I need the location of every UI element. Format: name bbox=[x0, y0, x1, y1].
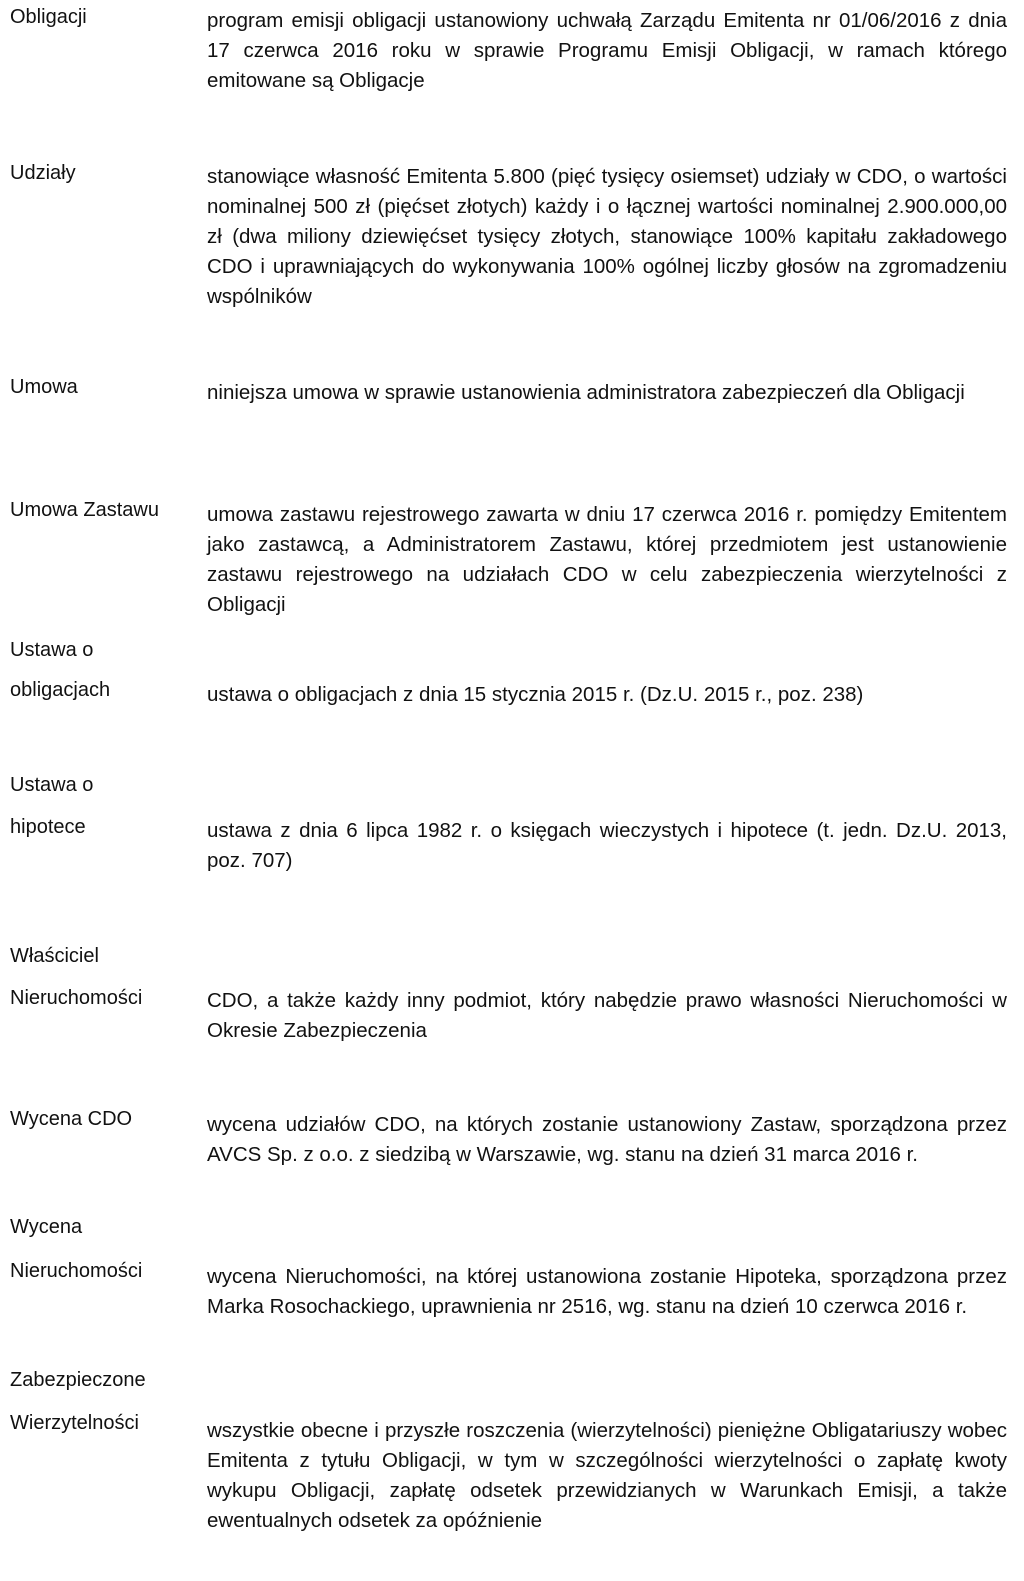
definition-umowa: niniejsza umowa w sprawie ustanowienia administratora zabezpieczeń dla Obligacji bbox=[207, 381, 965, 404]
definition-udzialy: stanowiące własność Emitenta 5.800 (pięć tysięcy osiemset) udziały w CDO, o wartości nominalnej 500 zł (pięćset złotych) każdy i o łącznej wartości nominalnej 2.900.000,00 zł (dwa miliony dziewięćset tysięcy złotych, stanowiące 100% kapitału zakładowego CDO i uprawniających do wykonywania 100% ogólnej liczby głosów na zgromadzeniu wspólników bbox=[207, 165, 1007, 308]
term-zabezpieczone-wierzytelnosci-line2: Wierzytelności bbox=[10, 1412, 139, 1434]
definition-wycena-cdo: wycena udziałów CDO, na których zostanie ustanowiony Zastaw, sporządzona przez AVCS Sp. z o.o. z siedzibą w Warszawie, wg. stanu na dzień 31 marca 2016 r. bbox=[207, 1113, 1007, 1166]
definition-obligacji: program emisji obligacji ustanowiony uchwałą Zarządu Emitenta nr 01/06/2016 z dnia 17 czerwca 2016 roku w sprawie Programu Emisji Obligacji, w ramach którego emitowane są Obligacje bbox=[207, 9, 1007, 92]
term-wycena-nieruchomosci-line1: Wycena bbox=[10, 1216, 83, 1238]
term-wlasciciel-nieruchomosci-line2: Nieruchomości bbox=[10, 987, 143, 1009]
term-obligacji: Obligacji bbox=[10, 6, 87, 28]
definition-wlasciciel-nieruchomosci: CDO, a także każdy inny podmiot, który nabędzie prawo własności Nieruchomości w Okresie Zabezpieczenia bbox=[207, 989, 1007, 1042]
term-ustawa-o-hipotece-line1: Ustawa o bbox=[10, 774, 94, 796]
term-ustawa-o-obligacjach-line2: obligacjach bbox=[10, 679, 111, 701]
term-umowa-zastawu: Umowa Zastawu bbox=[10, 499, 159, 521]
definition-ustawa-o-obligacjach: ustawa o obligacjach z dnia 15 stycznia 2015 r. (Dz.U. 2015 r., poz. 238) bbox=[207, 683, 864, 706]
definition-ustawa-o-hipotece: ustawa z dnia 6 lipca 1982 r. o księgach wieczystych i hipotece (t. jedn. Dz.U. 2013, poz. 707) bbox=[207, 819, 1007, 872]
term-zabezpieczone-wierzytelnosci-line1: Zabezpieczone bbox=[10, 1369, 146, 1391]
definition-umowa-zastawu: umowa zastawu rejestrowego zawarta w dniu 17 czerwca 2016 r. pomiędzy Emitentem jako zastawcą, a Administratorem Zastawu, której przedmiotem jest ustanowienie zastawu rejestrowego na udziałach CDO w celu zabezpieczenia wierzytelności z Obligacji bbox=[207, 503, 1007, 616]
term-wlasciciel-nieruchomosci-line1: Właściciel bbox=[10, 945, 99, 967]
term-wycena-cdo: Wycena CDO bbox=[10, 1108, 133, 1130]
term-wycena-nieruchomosci-line2: Nieruchomości bbox=[10, 1260, 143, 1282]
definition-wycena-nieruchomosci: wycena Nieruchomości, na której ustanowiona zostanie Hipoteka, sporządzona przez Marka Rosochackiego, uprawnienia nr 2516, wg. stanu na dzień 10 czerwca 2016 r. bbox=[207, 1265, 1007, 1318]
term-ustawa-o-obligacjach-line1: Ustawa o bbox=[10, 639, 94, 661]
term-udzialy: Udziały bbox=[10, 162, 76, 184]
term-umowa: Umowa bbox=[10, 376, 78, 398]
term-ustawa-o-hipotece-line2: hipotece bbox=[10, 816, 86, 838]
definition-zabezpieczone-wierzytelnosci: wszystkie obecne i przyszłe roszczenia (wierzytelności) pieniężne Obligatariuszy wobec Emitenta z tytułu Obligacji, w tym w szczególności wierzytelności o zapłatę kwoty wykupu Obligacji, zapłatę odsetek przewidzianych w Warunkach Emisji, a także ewentualnych odsetek za opóźnienie bbox=[207, 1419, 1007, 1532]
